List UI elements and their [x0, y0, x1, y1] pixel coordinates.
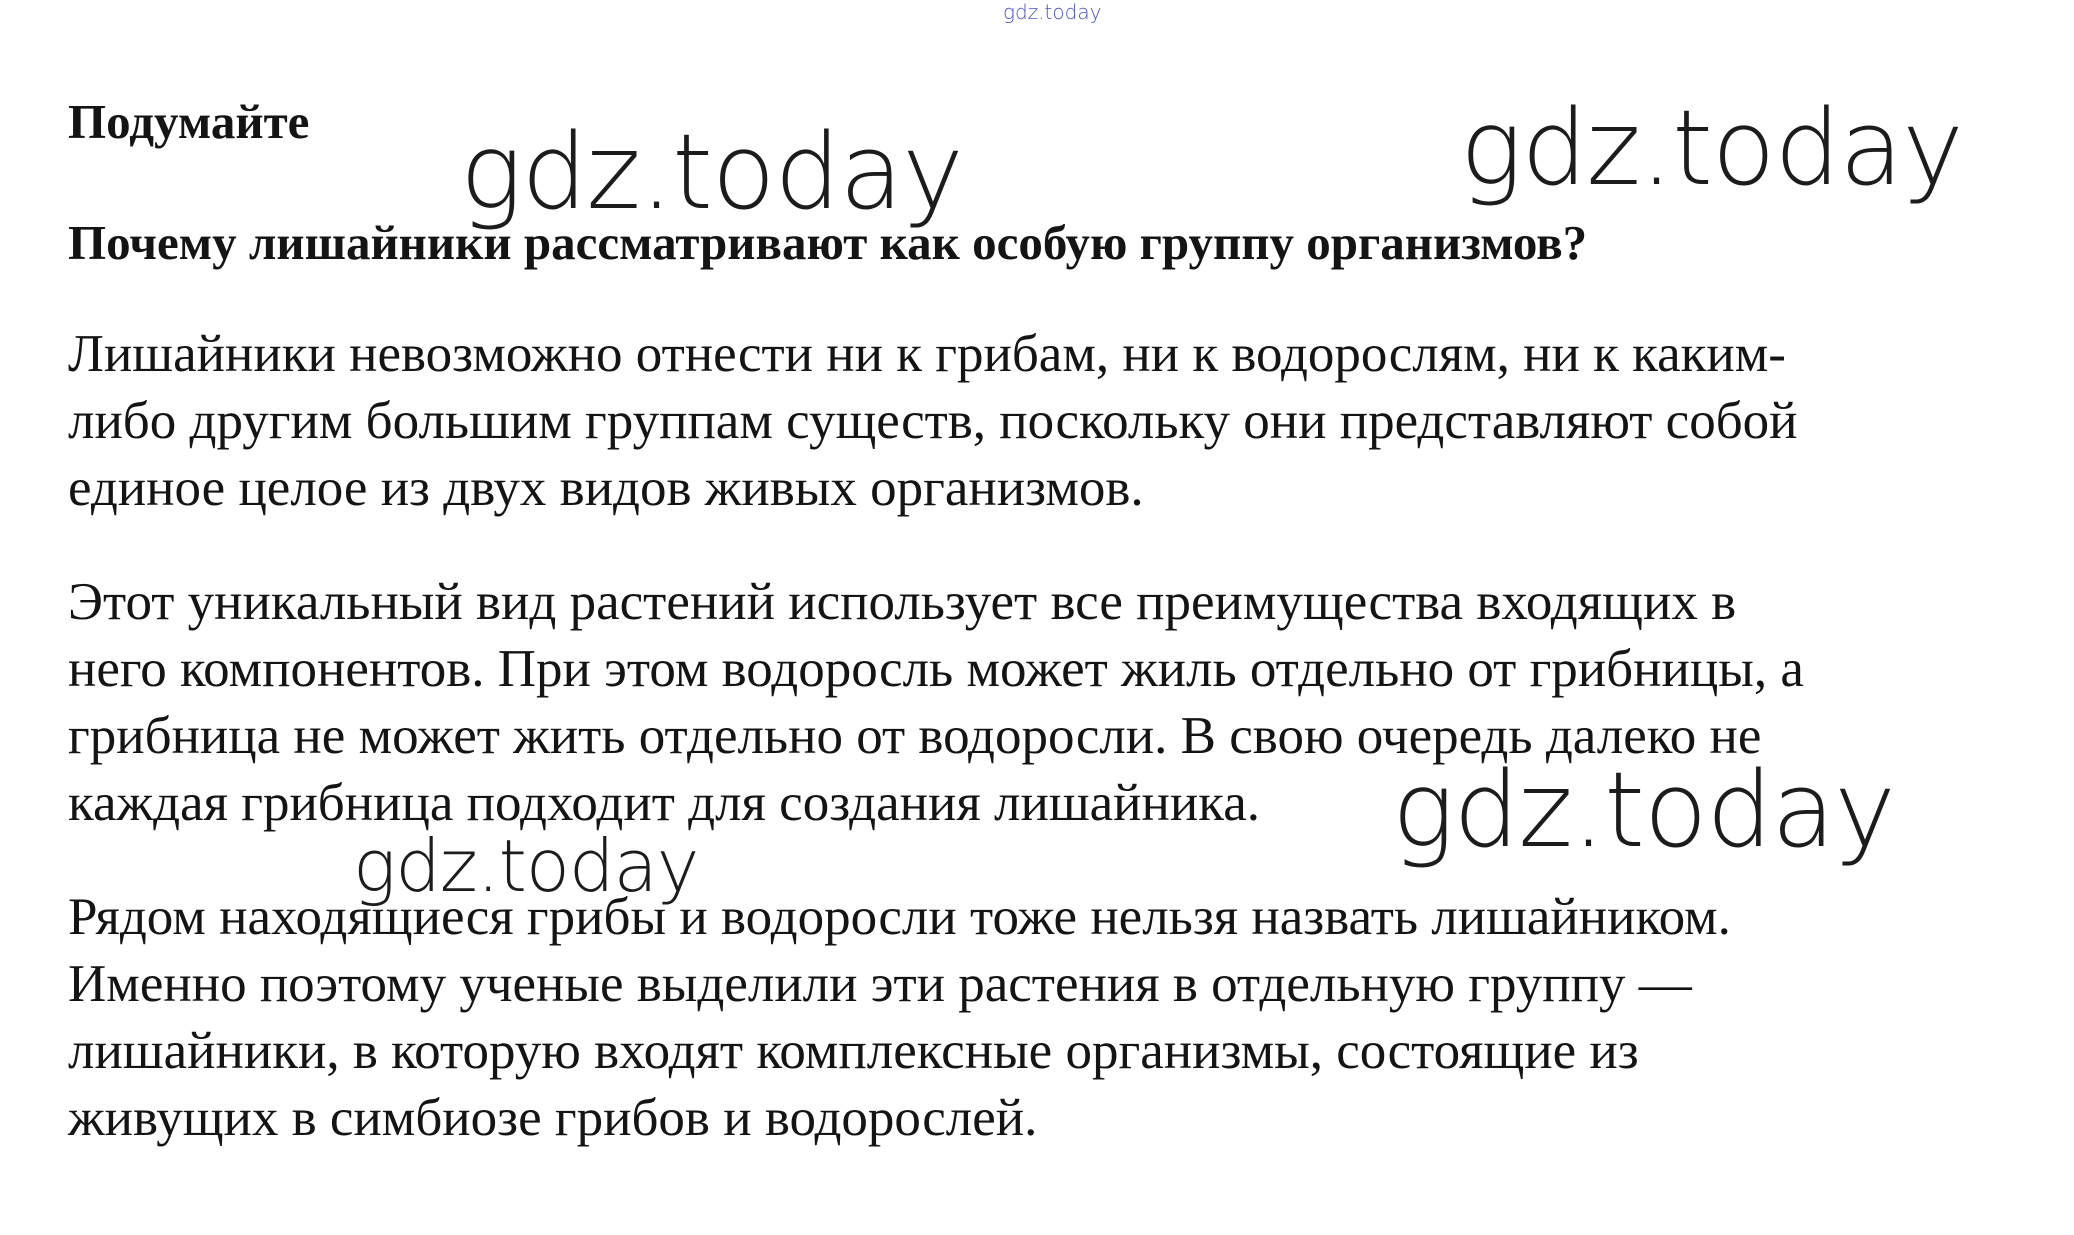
section-heading: Подумайте: [68, 94, 310, 149]
paragraph-line: живущих в симбиозе грибов и водорослей.: [68, 1089, 1038, 1147]
watermark: gdz.today: [353, 824, 699, 908]
answer-paragraph-3: [68, 884, 2028, 1152]
paragraph-line: него компонентов. При этом водоросль может жиль отдельно от грибницы, а: [68, 640, 1804, 698]
paragraph-line: Лишайники невозможно отнести ни к грибам, ни к водорослям, ни к каким-: [68, 325, 1786, 383]
paragraph-line: Этот уникальный вид растений использует все преимущества входящих в: [68, 573, 1737, 631]
watermark: gdz.today: [460, 111, 963, 233]
watermark-top: gdz.today: [1003, 0, 1102, 24]
paragraph-line: Именно поэтому ученые выделили эти растения в отдельную группу —: [68, 955, 1692, 1013]
paragraph-line: грибница не может жить отдельно от водоросли. В свою очередь далеко не: [68, 707, 1762, 765]
paragraph-line: единое целое из двух видов живых организмов.: [68, 459, 1144, 517]
paragraph-line: Рядом находящиеся грибы и водоросли тоже нельзя назвать лишайником.: [68, 888, 1731, 946]
answer-paragraph-1: [68, 321, 2028, 522]
paragraph-line: либо другим большим группам существ, поскольку они представляют собой: [68, 392, 1798, 450]
watermark: gdz.today: [1460, 87, 1963, 209]
paragraph-line: лишайники, в которую входят комплексные организмы, состоящие из: [68, 1022, 1639, 1080]
watermark: gdz.today: [1392, 749, 1895, 871]
paragraph-line: каждая грибница подходит для создания лишайника.: [68, 774, 1260, 832]
question-heading: Почему лишайники рассматривают как особую группу организмов?: [68, 215, 1588, 270]
